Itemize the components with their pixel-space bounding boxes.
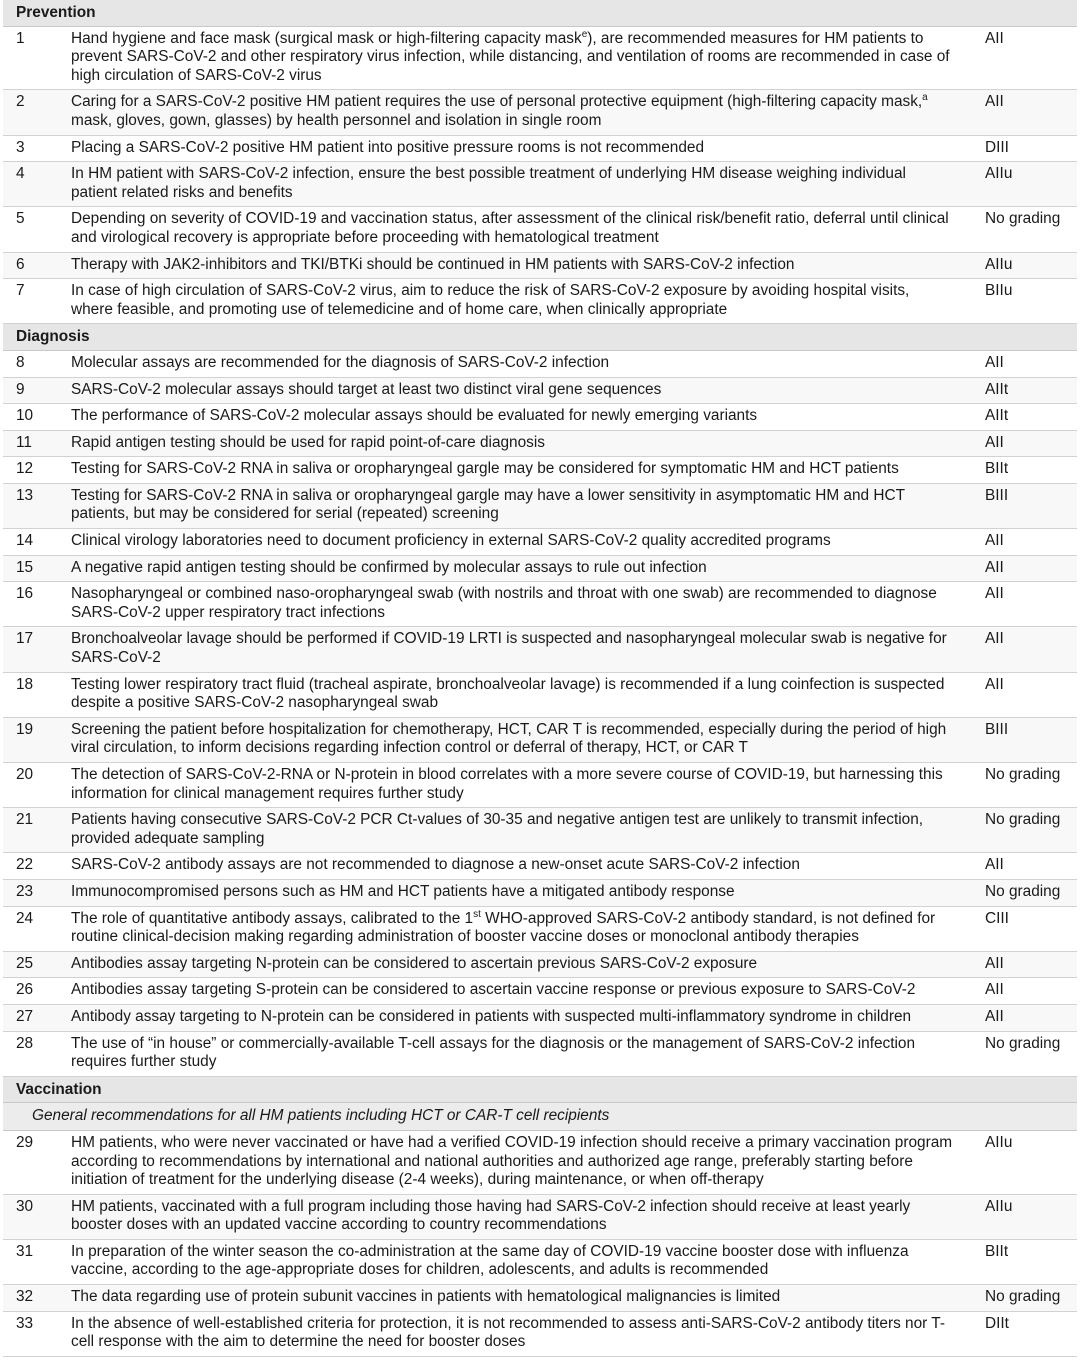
recommendation-grade: AII: [977, 529, 1077, 556]
recommendation-text-part: Rapid antigen testing should be used for rapid point-of-care diagnosis: [71, 433, 545, 451]
recommendation-number: 24: [3, 906, 61, 951]
footnote-marker: e: [581, 28, 588, 40]
recommendation-row: [3, 135, 1077, 162]
recommendation-text: [61, 529, 977, 556]
recommendation-text: [61, 808, 977, 853]
recommendation-row: [3, 1311, 1077, 1356]
section-title: Diagnosis: [3, 324, 1077, 351]
subsection-title: General recommendations for all HM patients including HCT or CAR-T cell recipients: [3, 1103, 1077, 1131]
recommendation-number: 17: [3, 627, 61, 672]
recommendation-text-part: Bronchoalveolar lavage should be performed if COVID-19 LRTI is suspected and nasopharyngeal molecular swab is negative for SARS-CoV-2: [71, 630, 947, 667]
recommendation-number: 25: [3, 951, 61, 978]
recommendation-text-part: In HM patient with SARS-CoV-2 infection, ensure the best possible treatment of underlying HM disease weighing individual patient related risks and benefits: [71, 165, 906, 201]
recommendation-row: [3, 377, 1077, 404]
recommendation-grade: AII: [977, 555, 1077, 582]
recommendation-text: [61, 951, 977, 978]
recommendation-number: 7: [3, 279, 61, 324]
recommendation-grade: No grading: [977, 207, 1077, 252]
recommendation-text: [61, 906, 977, 951]
recommendation-number: 21: [3, 808, 61, 853]
recommendation-text-part: Depending on severity of COVID-19 and vaccination status, after assessment of the clinical risk/benefit ratio, deferral until clinical and virological recovery is appropriate before proceeding with hematological treatment: [71, 210, 949, 246]
recommendation-row: [3, 808, 1077, 853]
section-header-vaccination: [3, 1076, 1077, 1103]
recommendation-text: [61, 377, 977, 404]
recommendation-row: [3, 26, 1077, 90]
recommendation-grade: BIII: [977, 717, 1077, 762]
recommendation-row: [3, 207, 1077, 252]
recommendation-text: [61, 457, 977, 484]
recommendation-number: 8: [3, 350, 61, 377]
recommendation-text-part: Placing a SARS-CoV-2 positive HM patient into positive pressure rooms is not recommended: [71, 138, 705, 156]
recommendation-row: [3, 1031, 1077, 1076]
recommendation-text-part: The performance of SARS-CoV-2 molecular assays should be evaluated for newly emerging variants: [71, 407, 758, 425]
recommendation-row: [3, 717, 1077, 762]
recommendation-row: [3, 906, 1077, 951]
recommendation-number: 1: [3, 26, 61, 90]
recommendation-text-part: Screening the patient before hospitalization for chemotherapy, HCT, CAR T is recommended, especially during the period of high viral circulation, to inform decisions regarding infection control or deferral of therapy, HCT, or CAR T: [71, 720, 947, 757]
recommendation-number: 5: [3, 207, 61, 252]
recommendation-text: [61, 483, 977, 528]
recommendation-text: [61, 672, 977, 717]
recommendation-number: 14: [3, 529, 61, 556]
recommendation-row: [3, 1194, 1077, 1239]
recommendation-text: [61, 1194, 977, 1239]
recommendation-text-part: Therapy with JAK2-inhibitors and TKI/BTKi should be continued in HM patients with SARS-CoV-2 infection: [71, 255, 795, 273]
recommendation-row: [3, 1239, 1077, 1284]
recommendation-number: 32: [3, 1285, 61, 1312]
recommendation-grade: AIIt: [977, 404, 1077, 431]
footnote-marker: st: [473, 908, 481, 920]
recommendation-text-part: Antibody assay targeting to N-protein can be considered in patients with suspected multi-inflammatory syndrome in children: [71, 1007, 912, 1025]
recommendation-text: [61, 1031, 977, 1076]
recommendation-row: [3, 162, 1077, 207]
recommendation-grade: AII: [977, 853, 1077, 880]
recommendation-text: [61, 853, 977, 880]
recommendation-text: [61, 1004, 977, 1031]
recommendation-grade: No grading: [977, 808, 1077, 853]
recommendation-text: [61, 1311, 977, 1356]
recommendation-number: 3: [3, 135, 61, 162]
recommendation-number: 22: [3, 853, 61, 880]
recommendation-number: 28: [3, 1031, 61, 1076]
recommendations-table-container: [3, 0, 1077, 1357]
recommendation-text-part: The data regarding use of protein subunit vaccines in patients with hematological malignancies is limited: [71, 1288, 781, 1306]
recommendation-number: 33: [3, 1311, 61, 1356]
recommendation-text-part: Clinical virology laboratories need to document proficiency in external SARS-CoV-2 quality accredited programs: [71, 532, 831, 550]
recommendation-row: [3, 879, 1077, 906]
recommendation-row: [3, 627, 1077, 672]
recommendation-grade: AIIt: [977, 377, 1077, 404]
recommendation-text-part: In the absence of well-established criteria for protection, it is not recommended to assess anti-SARS-CoV-2 antibody titers nor T-cell response with the aim to determine the need for booster doses: [71, 1314, 945, 1351]
recommendation-row: [3, 252, 1077, 279]
recommendation-row: [3, 951, 1077, 978]
recommendation-text-part: Caring for a SARS-CoV-2 positive HM patient requires the use of personal protective equipment (high-filtering capacity mask,: [71, 93, 923, 111]
recommendation-grade: AII: [977, 90, 1077, 135]
recommendation-row: [3, 1285, 1077, 1312]
recommendation-row: [3, 672, 1077, 717]
recommendation-text-part: A negative rapid antigen testing should be confirmed by molecular assays to rule out infection: [71, 558, 707, 576]
recommendation-text: [61, 582, 977, 627]
recommendation-text: [61, 879, 977, 906]
recommendation-grade: AIIu: [977, 162, 1077, 207]
recommendation-row: [3, 90, 1077, 135]
recommendation-row: [3, 350, 1077, 377]
recommendation-text-part: mask, gloves, gown, glasses) by health personnel and isolation in single room: [71, 111, 602, 129]
recommendation-number: 2: [3, 90, 61, 135]
recommendation-number: 12: [3, 457, 61, 484]
recommendation-text: [61, 430, 977, 457]
recommendation-row: [3, 529, 1077, 556]
recommendation-row: [3, 1004, 1077, 1031]
recommendation-row: [3, 763, 1077, 808]
recommendation-number: 4: [3, 162, 61, 207]
recommendation-text-part: The use of “in house” or commercially-available T-cell assays for the diagnosis or the management of SARS-CoV-2 infection requires further study: [71, 1034, 916, 1071]
recommendation-number: 16: [3, 582, 61, 627]
recommendation-number: 11: [3, 430, 61, 457]
recommendation-number: 29: [3, 1130, 61, 1194]
recommendation-grade: AII: [977, 1004, 1077, 1031]
recommendation-text: [61, 717, 977, 762]
footnote-marker: a: [922, 92, 928, 104]
recommendation-number: 31: [3, 1239, 61, 1284]
recommendation-text-part: Patients having consecutive SARS-CoV-2 PCR Ct-values of 30-35 and negative antigen test are unlikely to transmit infection, provided adequate sampling: [71, 811, 924, 847]
recommendation-text-part: Antibodies assay targeting N-protein can be considered to ascertain previous SARS-CoV-2 exposure: [71, 954, 758, 972]
recommendation-grade: BIII: [977, 483, 1077, 528]
recommendation-grade: BIIu: [977, 279, 1077, 324]
recommendation-text-part: The role of quantitative antibody assays, calibrated to the 1: [71, 909, 474, 927]
recommendation-number: 10: [3, 404, 61, 431]
recommendation-text-part: Antibodies assay targeting S-protein can be considered to ascertain vaccine response or previous exposure to SARS-CoV-2: [71, 981, 916, 999]
recommendation-row: [3, 978, 1077, 1005]
recommendation-grade: AII: [977, 978, 1077, 1005]
recommendation-text: [61, 763, 977, 808]
recommendation-grade: DIII: [977, 135, 1077, 162]
recommendation-text: [61, 627, 977, 672]
recommendation-grade: No grading: [977, 763, 1077, 808]
recommendation-grade: AII: [977, 951, 1077, 978]
recommendation-text-part: In case of high circulation of SARS-CoV-2 virus, aim to reduce the risk of SARS-CoV-2 exposure by avoiding hospital visits, where feasible, and promoting use of telemedicine and of home care, when clinically appropriate: [71, 282, 910, 318]
recommendation-grade: AIIu: [977, 1130, 1077, 1194]
recommendations-table: [3, 0, 1077, 1357]
recommendation-row: [3, 279, 1077, 324]
recommendation-text-part: Testing for SARS-CoV-2 RNA in saliva or oropharyngeal gargle may be considered for symptomatic HM and HCT patients: [71, 460, 899, 478]
recommendations-table-body: [3, 0, 1077, 1356]
recommendation-text: [61, 26, 977, 90]
section-header-prevention: [3, 0, 1077, 26]
recommendation-text-part: HM patients, vaccinated with a full program including those having had SARS-CoV-2 infection should receive at least yearly booster doses with an updated vaccine according to country recommendations: [71, 1197, 911, 1234]
recommendation-text: [61, 978, 977, 1005]
recommendation-number: 27: [3, 1004, 61, 1031]
recommendation-text: [61, 555, 977, 582]
recommendation-text: [61, 350, 977, 377]
recommendation-grade: AIIu: [977, 1194, 1077, 1239]
section-title: Prevention: [3, 0, 1077, 26]
recommendation-text-part: Hand hygiene and face mask (surgical mask or high-filtering capacity mask: [71, 29, 582, 47]
recommendation-text: [61, 279, 977, 324]
recommendation-grade: AII: [977, 350, 1077, 377]
recommendation-text-part: SARS-CoV-2 antibody assays are not recommended to diagnose a new-onset acute SARS-CoV-2 infection: [71, 856, 800, 874]
recommendation-grade: AII: [977, 627, 1077, 672]
recommendation-text-part: Molecular assays are recommended for the diagnosis of SARS-CoV-2 infection: [71, 353, 610, 371]
recommendation-text-part: In preparation of the winter season the co-administration at the same day of COVID-19 vaccine booster dose with influenza vaccine, according to the age-appropriate doses for children, adolescents, and adults is recommended: [71, 1242, 909, 1279]
recommendation-text-part: WHO-approved SARS-CoV-2 antibody standard, is not defined for routine clinical-decision making regarding administration of booster vaccine doses or monoclonal antibody therapies: [71, 909, 936, 946]
recommendation-row: [3, 555, 1077, 582]
recommendation-text-part: Testing for SARS-CoV-2 RNA in saliva or oropharyngeal gargle may have a lower sensitivity in asymptomatic HM and HCT patients, but may be considered for serial (repeated) screening: [71, 486, 905, 523]
recommendation-text-part: SARS-CoV-2 molecular assays should target at least two distinct viral gene sequences: [71, 380, 662, 398]
recommendation-text-part: ), are recommended measures for HM patients to prevent SARS-CoV-2 and other respiratory virus infection, while distancing, and ventilation of rooms are recommended in case of high circulation of SARS-CoV-2 virus: [71, 29, 950, 84]
recommendation-text: [61, 1285, 977, 1312]
recommendation-grade: No grading: [977, 1031, 1077, 1076]
recommendation-text: [61, 252, 977, 279]
recommendation-number: 23: [3, 879, 61, 906]
recommendation-number: 6: [3, 252, 61, 279]
recommendation-text: [61, 207, 977, 252]
recommendation-text-part: The detection of SARS-CoV-2-RNA or N-protein in blood correlates with a more severe course of COVID-19, but harnessing this information for clinical management requires further study: [71, 766, 943, 802]
recommendation-text-part: Immunocompromised persons such as HM and HCT patients have a mitigated antibody response: [71, 882, 735, 900]
recommendation-number: 30: [3, 1194, 61, 1239]
recommendation-row: [3, 430, 1077, 457]
recommendation-grade: No grading: [977, 879, 1077, 906]
recommendation-number: 19: [3, 717, 61, 762]
recommendation-number: 13: [3, 483, 61, 528]
recommendation-row: [3, 1130, 1077, 1194]
recommendation-grade: BIIt: [977, 457, 1077, 484]
recommendation-number: 20: [3, 763, 61, 808]
recommendation-text: [61, 135, 977, 162]
section-header-diagnosis: [3, 324, 1077, 351]
recommendation-row: [3, 483, 1077, 528]
recommendation-number: 9: [3, 377, 61, 404]
recommendation-text-part: HM patients, who were never vaccinated or have had a verified COVID-19 infection should receive a primary vaccination program according to recommendations by international and national authorities and authorized age range, preferably starting before initiation of treatment for the underlying disease (2-4 weeks), during maintenance, or when off-therapy: [71, 1133, 953, 1189]
recommendation-text: [61, 1130, 977, 1194]
recommendation-grade: AII: [977, 672, 1077, 717]
recommendation-number: 26: [3, 978, 61, 1005]
recommendation-text-part: Nasopharyngeal or combined naso-oropharyngeal swab (with nostrils and throat with one swab) are recommended to diagnose SARS-CoV-2 upper respiratory tract infections: [71, 585, 937, 621]
recommendation-row: [3, 404, 1077, 431]
recommendation-row: [3, 582, 1077, 627]
recommendation-row: [3, 457, 1077, 484]
recommendation-row: [3, 853, 1077, 880]
recommendation-text: [61, 1239, 977, 1284]
recommendation-text: [61, 162, 977, 207]
recommendation-text: [61, 404, 977, 431]
recommendation-number: 15: [3, 555, 61, 582]
section-title: Vaccination: [3, 1076, 1077, 1103]
recommendation-grade: No grading: [977, 1285, 1077, 1312]
recommendation-grade: AII: [977, 26, 1077, 90]
recommendation-text-part: Testing lower respiratory tract fluid (tracheal aspirate, bronchoalveolar lavage) is recommended if a lung coinfection is suspected despite a positive SARS-CoV-2 nasopharyngeal swab: [71, 675, 945, 712]
recommendation-grade: CIII: [977, 906, 1077, 951]
recommendation-number: 18: [3, 672, 61, 717]
recommendation-grade: BIIt: [977, 1239, 1077, 1284]
recommendation-grade: DIIt: [977, 1311, 1077, 1356]
recommendation-text: [61, 90, 977, 135]
recommendation-grade: AII: [977, 582, 1077, 627]
subsection-header: [3, 1103, 1077, 1131]
recommendation-grade: AIIu: [977, 252, 1077, 279]
recommendation-grade: AII: [977, 430, 1077, 457]
